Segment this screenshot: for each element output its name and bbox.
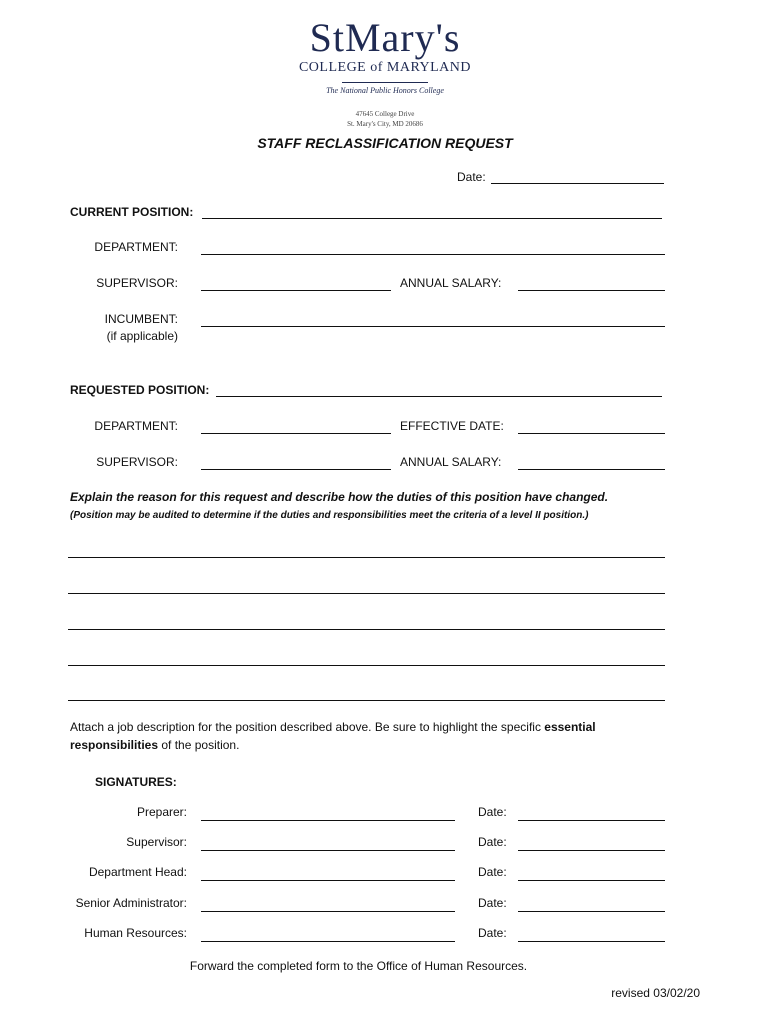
department-head-signature-field[interactable] bbox=[201, 880, 455, 881]
explanation-line[interactable] bbox=[68, 593, 665, 594]
explanation-prompt: Explain the reason for this request and describe how the duties of this position have changed. bbox=[70, 490, 609, 504]
effective-date-field[interactable] bbox=[518, 433, 665, 434]
incumbent-label: INCUMBENT: bbox=[104, 312, 178, 326]
department-head-date-field[interactable] bbox=[518, 880, 665, 881]
current-position-heading: CURRENT POSITION: bbox=[70, 205, 194, 219]
human-resources-date-field[interactable] bbox=[518, 941, 665, 942]
forward-instructions: Forward the completed form to the Office of Human Resources. bbox=[189, 959, 528, 973]
requested-supervisor-field[interactable] bbox=[201, 469, 391, 470]
explanation-note: (Position may be audited to determine if the duties and responsibilities meet the criteria of a level II position.) bbox=[70, 510, 589, 521]
signature-role-senior-administrator: Senior Administrator: bbox=[75, 896, 187, 910]
current-supervisor-field[interactable] bbox=[201, 290, 391, 291]
preparer-date-field[interactable] bbox=[518, 820, 665, 821]
requested-department-label: DEPARTMENT: bbox=[94, 419, 178, 433]
attach-instructions bbox=[70, 718, 670, 754]
senior-administrator-date-field[interactable] bbox=[518, 911, 665, 912]
form-title: STAFF RECLASSIFICATION REQUEST bbox=[257, 135, 513, 151]
signature-date-label: Date: bbox=[478, 896, 507, 910]
college-address bbox=[0, 109, 770, 129]
college-logo-subtitle: COLLEGE of MARYLAND bbox=[298, 60, 472, 75]
signature-role-supervisor: Supervisor: bbox=[126, 835, 187, 849]
attach-bold-essential: essential bbox=[544, 720, 596, 734]
senior-administrator-signature-field[interactable] bbox=[201, 911, 455, 912]
signature-date-label: Date: bbox=[478, 835, 507, 849]
current-supervisor-label: SUPERVISOR: bbox=[96, 276, 178, 290]
supervisor-signature-field[interactable] bbox=[201, 850, 455, 851]
date-label: Date: bbox=[457, 170, 486, 184]
current-department-field[interactable] bbox=[201, 254, 665, 255]
effective-date-label: EFFECTIVE DATE: bbox=[400, 419, 504, 433]
requested-supervisor-label: SUPERVISOR: bbox=[96, 455, 178, 469]
address-line-1: 47645 College Drive bbox=[355, 110, 415, 118]
attach-text-b: of the position. bbox=[158, 738, 240, 752]
current-department-label: DEPARTMENT: bbox=[94, 240, 178, 254]
incumbent-note: (if applicable) bbox=[106, 329, 178, 343]
requested-position-heading: REQUESTED POSITION: bbox=[70, 383, 210, 397]
signature-role-human-resources: Human Resources: bbox=[84, 926, 187, 940]
current-position-field[interactable] bbox=[202, 218, 662, 219]
explanation-line[interactable] bbox=[68, 665, 665, 666]
date-field[interactable] bbox=[491, 183, 664, 184]
attach-text-a: Attach a job description for the position described above. Be sure to highlight the specific bbox=[70, 720, 545, 734]
revision-date: revised 03/02/20 bbox=[611, 986, 700, 1000]
explanation-line[interactable] bbox=[68, 629, 665, 630]
logo-divider bbox=[342, 82, 428, 83]
current-salary-label: ANNUAL SALARY: bbox=[400, 276, 502, 290]
preparer-signature-field[interactable] bbox=[201, 820, 455, 821]
signature-date-label: Date: bbox=[478, 805, 507, 819]
explanation-line[interactable] bbox=[68, 700, 665, 701]
college-logo-title: StMary's bbox=[309, 15, 461, 60]
incumbent-field[interactable] bbox=[201, 326, 665, 327]
human-resources-signature-field[interactable] bbox=[201, 941, 455, 942]
signature-date-label: Date: bbox=[478, 926, 507, 940]
requested-position-field[interactable] bbox=[216, 396, 662, 397]
requested-department-field[interactable] bbox=[201, 433, 391, 434]
requested-salary-label: ANNUAL SALARY: bbox=[400, 455, 502, 469]
signature-date-label: Date: bbox=[478, 865, 507, 879]
requested-salary-field[interactable] bbox=[518, 469, 665, 470]
explanation-line[interactable] bbox=[68, 557, 665, 558]
supervisor-date-field[interactable] bbox=[518, 850, 665, 851]
college-tagline: The National Public Honors College bbox=[326, 86, 444, 95]
signature-role-preparer: Preparer: bbox=[136, 805, 187, 819]
current-salary-field[interactable] bbox=[518, 290, 665, 291]
signature-role-department-head: Department Head: bbox=[88, 865, 187, 879]
signatures-heading: SIGNATURES: bbox=[95, 775, 177, 789]
attach-bold-responsibilities: responsibilities bbox=[70, 738, 159, 752]
address-line-2: St. Mary's City, MD 20686 bbox=[347, 120, 423, 128]
